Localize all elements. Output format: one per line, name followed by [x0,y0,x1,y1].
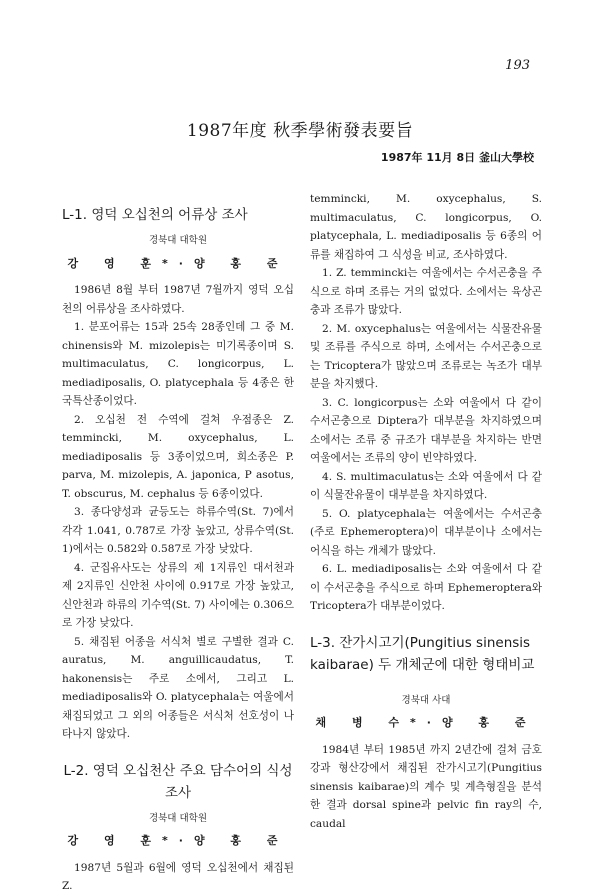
left-column [62,200,294,896]
abstract-l1-paragraph: 1986년 8월 부터 1987년 7월까지 영덕 오십천의 어류상을 조사하였다. [62,284,294,315]
abstract-l2-paragraph: 5. O. platycephala는 여울에서는 수서곤충 (주로 Ephemeroptera)이 대부분이나 소에서는 어식을 하는 개체가 많았다. [310,507,542,557]
abstract-l1-paragraph: 4. 군집유사도는 상류의 제 1지류인 대서천과 제 2지류인 신안천 사이에 0.917로 가장 높았고, 신안천과 하류의 기수역(St. 7) 사이에는 0.306으로 가장 낮았다. [62,561,294,629]
abstract-l2-continued: temmincki, M. oxycephalus, S. multimaculatus, C. longicorpus, O. platycephala, L. mediadiposalis 등 6종의 어류를 채집하여 그 식성을 비교, 조사하였다. [310,193,542,261]
abstract-l2-heading: L-2. 영덕 오십천산 주요 담수어의 식성조사 [63,762,293,801]
abstract-l2-authors: 강 영 훈*·양 홍 준 [67,834,289,847]
abstract-l1-authors: 강 영 훈*·양 홍 준 [67,256,289,270]
right-column [310,190,542,833]
abstract-l2-paragraph: 3. C. longicorpus는 소와 여울에서 다 같이 수서곤충으로 Diptera가 대부분을 차지하였으며 소에서는 조류 중 규조가 대부분을 차지하는 반면 여울에서는 조류의 양이 빈약하였다. [310,396,542,464]
abstract-l2-intro: 1987년 5월과 6월에 영덕 오십천에서 채집된 Z. [62,861,294,892]
abstract-l1-paragraph: 1. 분포어류는 15과 25속 28종인데 그 중 M. chinensis와 M. mizolepis는 미기록종이며 S. multimaculatus, C. longicorpus, L. mediadiposalis, O. platycephala 등 4종은 한국특산종이었다. [62,321,294,407]
abstract-l3-authors: 채 병 수*·양 홍 준 [315,716,537,729]
abstract-l2-paragraph: 4. S. multimaculatus는 소와 여울에서 다 같이 식물잔유물이 대부분을 차지하였다. [310,470,542,501]
abstract-l1-paragraph: 2. 오십천 전 수역에 걸쳐 우점종은 Z. temmincki, M. oxycephalus, L. mediadiposalis 등 3종이었으며, 희소종은 P. parva, M. mizolepis, A. japonica, P asotus, T. obscurus, M. cephalus 등 6종이었다. [62,413,294,500]
abstract-l2-paragraph: 6. L. mediadiposalis는 소와 여울에서 다 같이 수서곤충을 주식으로 하며 Ephemeroptera와 Tricoptera가 대부분이었다. [310,563,542,612]
page-number: 193 [505,58,530,73]
abstract-l3-affiliation: 경북대 사대 [401,694,451,706]
abstract-l1-affiliation: 경북대 대학원 [148,235,208,246]
abstract-l2-paragraph: 1. Z. temmincki는 여울에서는 수서곤충을 주식으로 하며 조류는 거의 없었다. 소에서는 육상곤충과 조류가 많았다. [310,267,542,316]
meeting-date-location: 1987年 11月 8日 釜山大學校 [380,151,534,164]
abstract-l1-heading: L-1. 영덕 오십천의 어류상 조사 [62,207,248,223]
abstract-l3-intro: 1984년 부터 1985년 까지 2년간에 걸쳐 금호강과 형산강에서 채집된 잔가시고기(Pungitius sinensis kaibarae)의 계수 및 계측형질을 분석한 결과 dorsal spine과 pelvic fin ray의 수, caudal [310,743,542,830]
abstract-l2-affiliation: 경북대 대학원 [148,812,208,824]
abstract-l1-paragraph: 3. 종다양성과 균등도는 하류수역(St. 7)에서 각각 1.041, 0.787로 가장 높았고, 상류수역(St. 1)에서는 0.582와 0.587로 가장 낮았다. [62,506,294,555]
abstract-l1-paragraph: 5. 채집된 어종을 서식처 별로 구별한 결과 C. auratus, M. anguillicaudatus, T. hakonensis는 주로 소에서, 그리고 L. mediadiposalis와 O. platycephala는 여울에서 채집되었고 그 외의 어종들은 서식처 선호성이 나타나지 않았다. [62,635,294,740]
abstract-l2-paragraph: 2. M. oxycephalus는 여울에서는 식물잔유물 및 조류를 주식으로 하며, 소에서는 수서곤충으로는 Tricoptera가 많았으며 조류로는 녹조가 대부분을 차지했다. [310,322,542,390]
proceedings-title: 1987年度 秋季學術發表要旨 [186,121,414,141]
abstract-l3-heading: L-3. 잔가시고기(Pungitius sinensis kaibarae) 두 개체군에 대한 형태비교 [310,634,535,673]
